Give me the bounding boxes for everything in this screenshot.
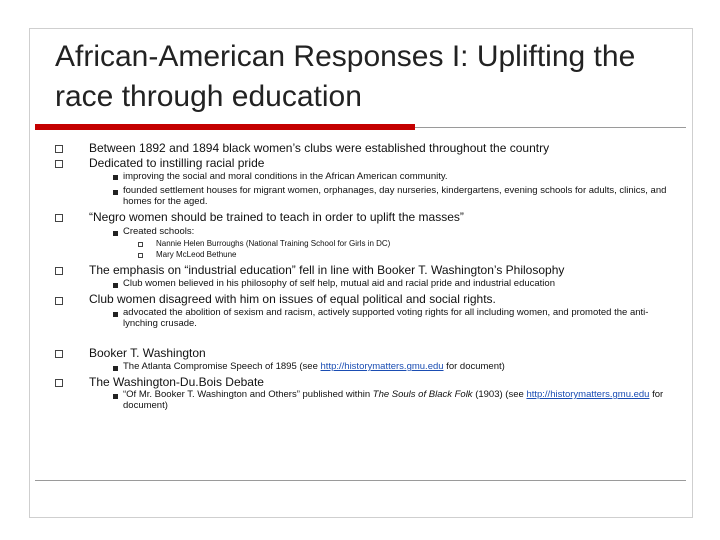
hollow-square-bullet-icon: [55, 214, 63, 222]
filled-square-bullet-icon: [113, 394, 118, 399]
hollow-square-bullet-icon: [55, 160, 63, 168]
hollow-square-bullet-icon: [55, 350, 63, 358]
souls-text: “Of Mr. Booker T. Washington and Others” published within: [123, 389, 373, 400]
filled-square-bullet-icon: [113, 283, 118, 288]
filled-square-bullet-icon: [113, 175, 118, 180]
historymatters-link[interactable]: http://historymatters.gmu.edu: [320, 361, 444, 372]
subbullet-created-schools: Created schools:: [123, 226, 195, 237]
filled-square-bullet-icon: [113, 366, 118, 371]
bullet-negro-women-teach: “Negro women should be trained to teach in order to uplift the masses”: [89, 210, 464, 224]
hollow-square-bullet-icon: [55, 379, 63, 387]
hollow-square-bullet-icon: [55, 267, 63, 275]
subbullet-abolition: advocated the abolition of sexism and racism, actively supported voting rights for all including women, and promoted the anti-lynching crusade.: [123, 307, 649, 329]
slide-title: African-American Responses I: Uplifting the race through education: [55, 40, 636, 113]
hollow-square-bullet-icon: [138, 242, 143, 247]
bullet-clubs-established: Between 1892 and 1894 black women’s clubs were established throughout the country: [89, 141, 550, 155]
subbullet-atlanta-compromise: [123, 362, 668, 373]
subbullet-self-help: Club women believed in his philosophy of self help, mutual aid and racial pride and industrial education: [123, 278, 555, 289]
atlanta-text-end: for document): [443, 361, 505, 372]
hollow-square-bullet-icon: [55, 145, 63, 153]
subbullet-settlement-houses: founded settlement houses for migrant women, orphanages, day nurseries, kindergartens, evening schools for adults, clinics, and homes for the aged.: [123, 185, 667, 207]
historymatters-link[interactable]: http://historymatters.gmu.edu: [526, 389, 650, 400]
souls-text-mid: (1903) (see: [472, 389, 527, 400]
school-bethune: Mary McLeod Bethune: [156, 250, 237, 259]
bullet-booker-t-washington: Booker T. Washington: [89, 346, 206, 360]
hollow-square-bullet-icon: [138, 253, 143, 258]
bullet-industrial-education: The emphasis on “industrial education” fell in line with Booker T. Washington’s Philosophy: [89, 263, 565, 277]
atlanta-text: The Atlanta Compromise Speech of 1895 (see: [123, 361, 321, 372]
subbullet-improving-conditions: improving the social and moral conditions in the African American community.: [123, 171, 448, 182]
filled-square-bullet-icon: [113, 231, 118, 236]
bullet-racial-pride: Dedicated to instilling racial pride: [89, 156, 265, 170]
souls-text-end: for document): [123, 389, 664, 411]
school-burroughs: Nannie Helen Burroughs (National Training School for Girls in DC): [156, 239, 391, 248]
bullet-disagreed: Club women disagreed with him on issues of equal political and social rights.: [89, 292, 496, 306]
bullet-washington-dubois-debate: The Washington-Du.Bois Debate: [89, 375, 264, 389]
filled-square-bullet-icon: [113, 312, 118, 317]
filled-square-bullet-icon: [113, 190, 118, 195]
hollow-square-bullet-icon: [55, 297, 63, 305]
footer-divider: [35, 480, 686, 481]
subbullet-souls-of-black-folk: [123, 390, 668, 411]
book-title: The Souls of Black Folk: [372, 389, 473, 400]
